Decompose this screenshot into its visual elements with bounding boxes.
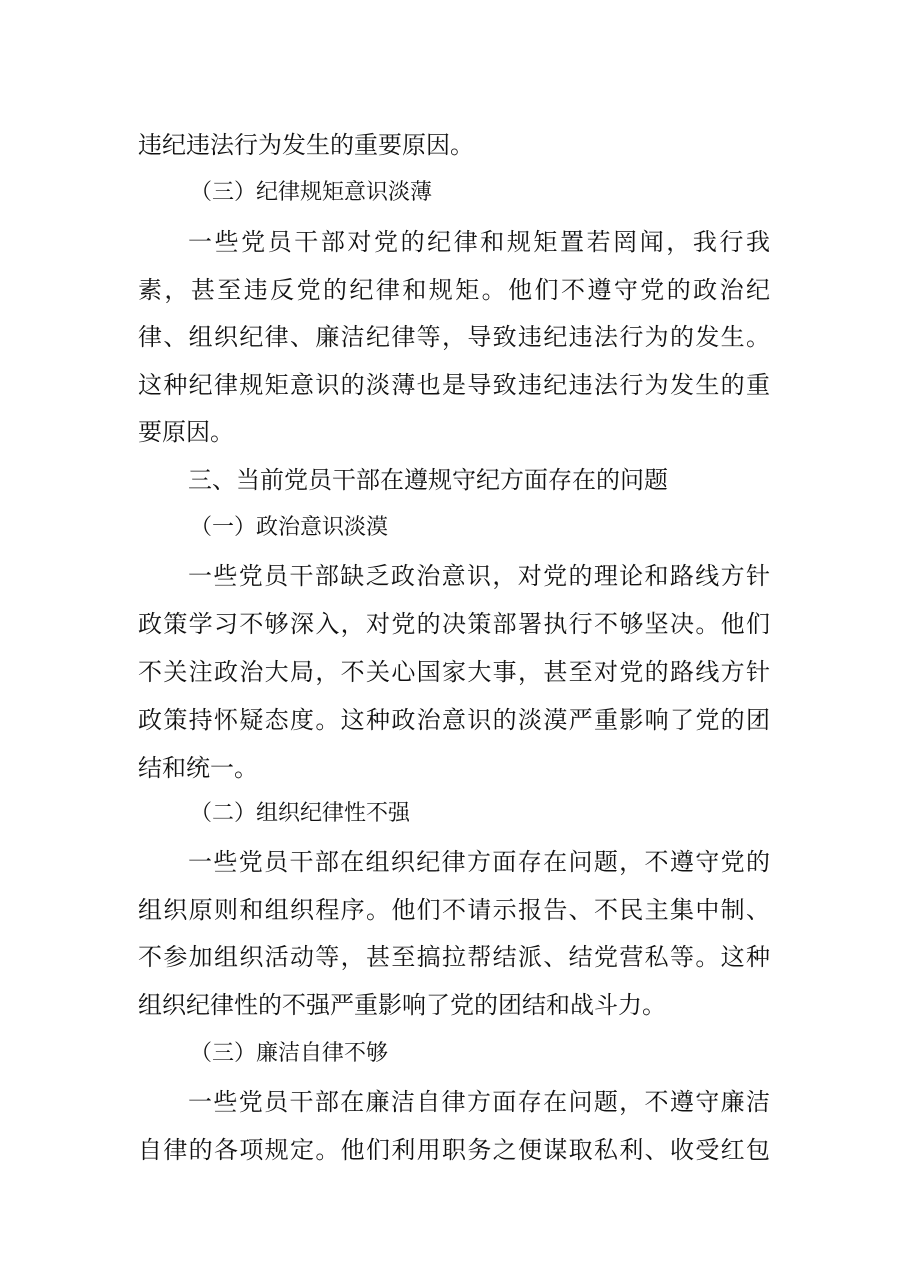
body-text-line: 一些党员干部在组织纪律方面存在问题，不遵守党的 (188, 848, 770, 876)
body-text-line: 政策持怀疑态度。这种政治意识的淡漠严重影响了党的团 (138, 706, 770, 734)
body-text-line: 律、组织纪律、廉洁纪律等，导致违纪违法行为的发生。 (138, 323, 770, 351)
section-subheading: （二）组织纪律性不强 (190, 801, 411, 826)
body-text-line: 不参加组织活动等，甚至搞拉帮结派、结党营私等。这种 (138, 943, 770, 971)
section-subheading: （三）纪律规矩意识淡薄 (190, 180, 433, 205)
body-text-line: 政策学习不够深入，对党的决策部署执行不够坚决。他们 (138, 610, 770, 638)
body-text-line: 组织纪律性的不强严重影响了党的团结和战斗力。 (138, 991, 666, 1019)
body-text-line: 素，甚至违反党的纪律和规矩。他们不遵守党的政治纪 (138, 276, 770, 304)
body-text-line: 一些党员干部在廉洁自律方面存在问题，不遵守廉洁 (188, 1088, 770, 1116)
body-text-line: 一些党员干部对党的纪律和规矩置若罔闻，我行我 (188, 228, 770, 256)
body-text-line: 违纪违法行为发生的重要原因。 (138, 131, 474, 159)
body-text-line: 要原因。 (138, 418, 234, 446)
body-text-line: 组织原则和组织程序。他们不请示报告、不民主集中制、 (138, 896, 770, 924)
body-text-line: 一些党员干部缺乏政治意识，对党的理论和路线方针 (188, 562, 770, 590)
body-text-line: 结和统一。 (138, 754, 258, 782)
section-subheading: （三）廉洁自律不够 (190, 1041, 389, 1066)
body-text-line: 不关注政治大局，不关心国家大事，甚至对党的路线方针 (138, 658, 770, 686)
section-heading: 三、当前党员干部在遵规守纪方面存在的问题 (188, 466, 668, 494)
section-subheading: （一）政治意识淡漠 (190, 515, 389, 540)
body-text-line: 这种纪律规矩意识的淡薄也是导致违纪违法行为发生的重 (138, 371, 770, 399)
body-text-line: 自律的各项规定。他们利用职务之便谋取私利、收受红包 (138, 1136, 770, 1164)
